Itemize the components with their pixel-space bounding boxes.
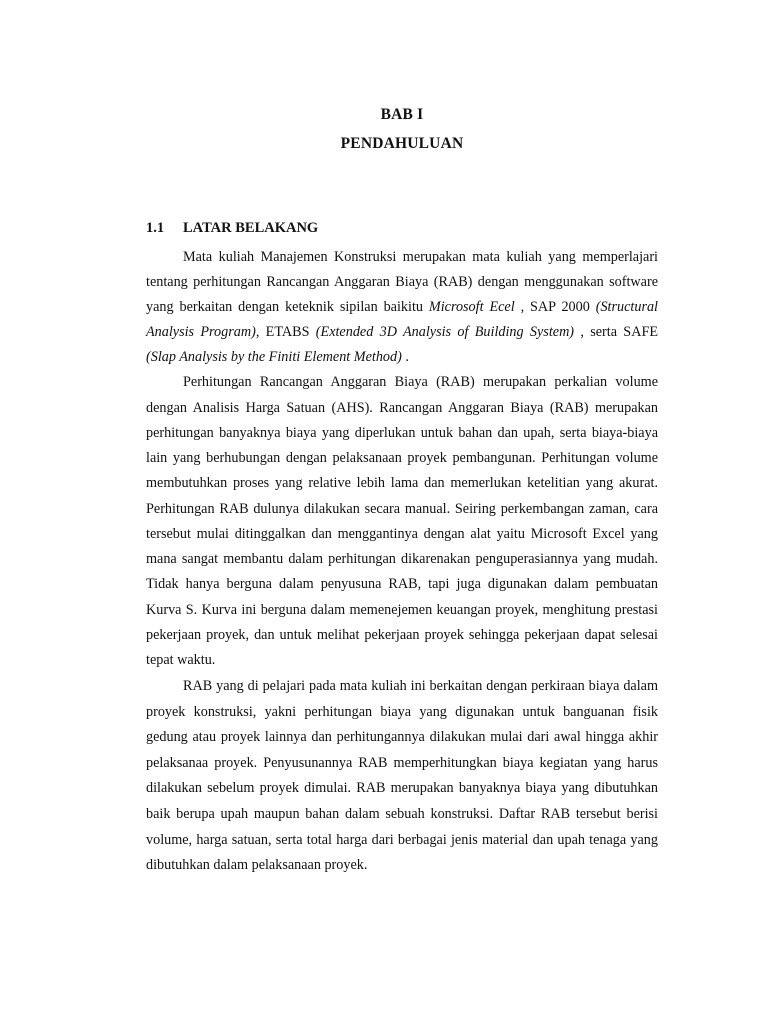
- body-text: [146, 245, 658, 879]
- paragraph-1: [146, 245, 658, 370]
- section-number: 1.1: [146, 220, 165, 236]
- section-title: LATAR BELAKANG: [183, 220, 319, 236]
- paragraph-1-italic-etabs: (Extended 3D Analysis of Building System): [315, 324, 575, 341]
- paragraph-1-text: , ETABS: [255, 324, 316, 341]
- paragraph-3: RAB yang di pelajari pada mata kuliah ini berkaitan dengan perkiraan biaya dalam proyek konstruksi, yakni perhitungan biaya yang digunakan untuk banguanan fisik gedung atau proyek lainnya dan perhitungannya dilakukan mulai dari awal hingga akhir pelaksanaa proyek. Penyusunannya RAB memperhitungkan biaya kegiatan yang harus dilakukan sebelum proyek dimulai. RAB merupakan banyaknya biaya yang dibutuhkan baik berupa upah maupun bahan dalam sebuah konstruksi. Daftar RAB tersebut berisi volume, harga satuan, serta total harga dari berbagai jenis material dan upah tenaga yang dibutuhkan dalam pelaksanaan proyek.: [146, 677, 658, 874]
- paragraph-2: Perhitungan Rancangan Anggaran Biaya (RAB) merupakan perkalian volume dengan Analisis Harga Satuan (AHS). Rancangan Anggaran Biaya (RAB) merupakan perhitungan banyaknya biaya yang diperlukan untuk bahan dan upah, serta biaya-biaya lain yang berhubungan dengan pelaksanaan proyek pembangunan. Perhitungan volume membutuhkan proses yang relative lebih lama dan memerlukan ketelitian yang akurat. Perhitungan RAB dulunya dilakukan secara manual. Seiring perkembangan zaman, cara tersebut mulai ditinggalkan dan menggantinya dengan alat yaitu Microsoft Excel yang mana sangat membantu dalam perhitungan dikarenakan penguperasiannya yang mudah. Tidak hanya berguna dalam penyusuna RAB, tapi juga digunakan dalam pembuatan Kurva S. Kurva ini berguna dalam memenejemen keuangan proyek, menghitung prestasi pekerjaan proyek, dan untuk melihat pekerjaan proyek sehingga pekerjaan dapat selesai tepat waktu.: [146, 374, 658, 669]
- section-heading: [146, 220, 318, 237]
- paragraph-1-text: , serta SAFE: [574, 324, 658, 341]
- chapter-title: PENDAHULUAN: [340, 135, 464, 152]
- paragraph-1-text: Mata kuliah Manajemen Konstruksi merupakan mata kuliah yang memperlajari tentang perhitungan Rancangan Anggaran Biaya (RAB) dengan menggunakan software yang berkaitan dengan keteknik sipilan baikitu: [146, 249, 658, 316]
- paragraph-1-text: .: [401, 349, 409, 366]
- paragraph-1-italic-sap: (Structural Analysis Program): [146, 299, 658, 341]
- paragraph-1-italic-software: Microsoft Ecel: [428, 299, 515, 316]
- paragraph-1-italic-safe: (Slap Analysis by the Finiti Element Method): [146, 349, 402, 366]
- paragraph-1-text: , SAP 2000: [514, 299, 596, 316]
- chapter-number: BAB I: [380, 106, 424, 123]
